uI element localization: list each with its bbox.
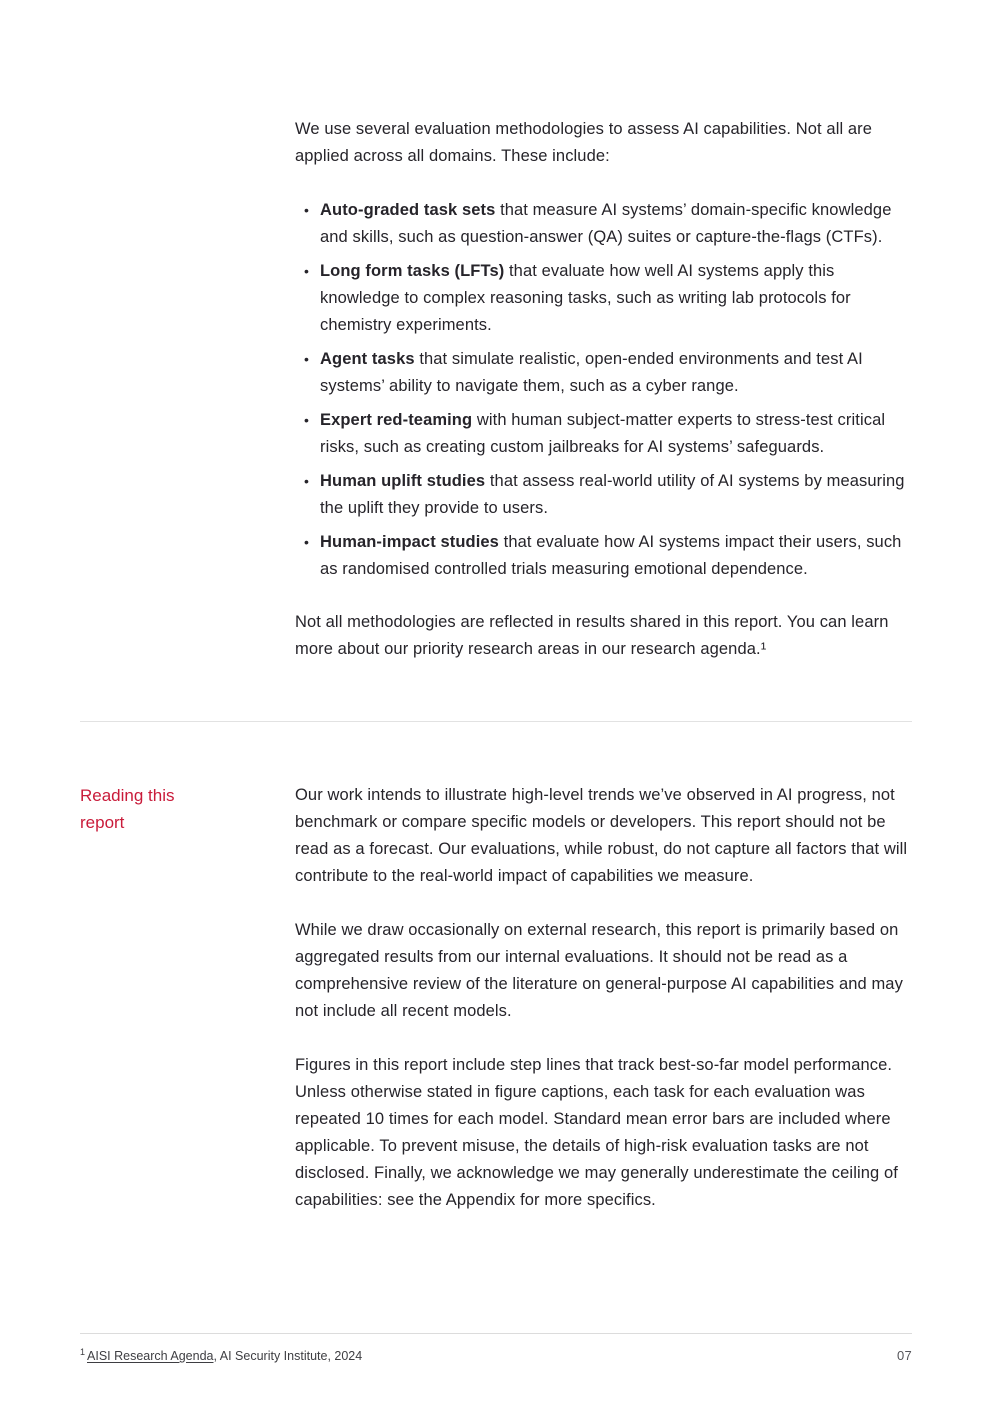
bullet-text: that evaluate how AI systems impact their users, such as randomised controlled trials measuring emotional dependence. [320, 533, 902, 578]
bullet-text: with human subject-matter experts to stress-test critical risks, such as creating custom jailbreaks for AI systems’ safeguards. [320, 411, 886, 456]
bullet-text: that assess real-world utility of AI systems by measuring the uplift they provide to users. [320, 472, 905, 517]
bullet-text: that evaluate how well AI systems apply this knowledge to complex reasoning tasks, such as writing lab protocols for chemistry experiments. [320, 262, 851, 334]
section-label: Reading this report [80, 786, 175, 832]
bullet-bold-label: Expert red-teaming [320, 411, 473, 429]
list-item-expert-red-teaming [295, 407, 912, 461]
bullet-icon: • [304, 202, 310, 218]
methodologies-list [295, 197, 912, 583]
footnote [80, 1347, 362, 1365]
reading-this-report-section [0, 722, 992, 1214]
page-number: 07 [896, 1348, 912, 1363]
footnote-text: , AI Security Institute, 2024 [213, 1349, 363, 1363]
list-item-human-uplift [295, 468, 912, 522]
bullet-bold-label: Human-impact studies [320, 533, 499, 551]
list-item-agent-tasks [295, 346, 912, 400]
bullet-icon: • [304, 534, 310, 550]
methodologies-closing-paragraph: Not all methodologies are reflected in results shared in this report. You can learn more about our priority research areas in our research agenda.¹ [295, 613, 889, 658]
label-column [80, 782, 295, 1214]
bullet-text: that measure AI systems’ domain-specific knowledge and skills, such as question-answer (QA) suites or capture-the-flags (CTFs). [320, 201, 892, 246]
reading-paragraph-1: Our work intends to illustrate high-level trends we’ve observed in AI progress, not benchmark or compare specific models or developers. This report should not be read as a forecast. Our evaluations, while robust, do not capture all factors that will contribute to the real-world impact of capabilities we measure. [295, 786, 908, 885]
methodologies-content [295, 116, 912, 663]
list-item-human-impact [295, 529, 912, 583]
bullet-text: that simulate realistic, open-ended environments and test AI systems’ ability to navigate them, such as a cyber range. [320, 350, 863, 395]
page-footer [80, 1333, 912, 1365]
list-item-long-form-tasks [295, 258, 912, 339]
label-column-spacer [80, 116, 295, 663]
list-item-auto-graded [295, 197, 912, 251]
bullet-bold-label: Auto-graded task sets [320, 201, 496, 219]
footnote-link[interactable]: AISI Research Agenda [87, 1349, 214, 1363]
bullet-icon: • [304, 351, 310, 367]
bullet-icon: • [304, 412, 310, 428]
reading-paragraph-2: While we draw occasionally on external research, this report is primarily based on aggregated results from our internal evaluations. It should not be read as a comprehensive review of the literature on general-purpose AI capabilities and may not include all recent models. [295, 921, 903, 1020]
bullet-bold-label: Human uplift studies [320, 472, 486, 490]
bullet-icon: • [304, 263, 310, 279]
reading-content [295, 782, 912, 1214]
methodologies-section [0, 0, 992, 663]
bullet-bold-label: Agent tasks [320, 350, 415, 368]
bullet-icon: • [304, 473, 310, 489]
reading-paragraph-3: Figures in this report include step lines that track best-so-far model performance. Unless otherwise stated in figure captions, each task for each evaluation was repeated 10 times for each model. Standard mean error bars are included where applicable. To prevent misuse, the details of high-risk evaluation tasks are not disclosed. Finally, we acknowledge we may generally underestimate the ceiling of capabilities: see the Appendix for more specifics. [295, 1056, 898, 1209]
bullet-bold-label: Long form tasks (LFTs) [320, 262, 505, 280]
methodologies-intro-paragraph: We use several evaluation methodologies to assess AI capabilities. Not all are applied across all domains. These include: [295, 120, 873, 165]
footnote-superscript: 1 [80, 1346, 86, 1357]
